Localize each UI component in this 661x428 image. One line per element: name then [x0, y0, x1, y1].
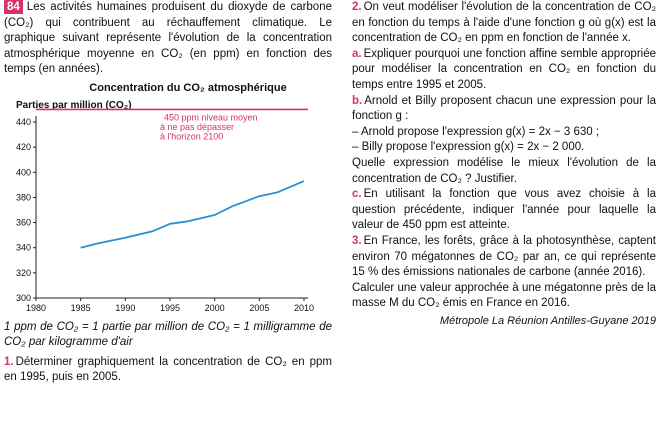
question-2b-text: Arnold et Billy proposent chacun une expression pour la fonction g : — [352, 94, 656, 123]
unit-note: 1 ppm de CO₂ = 1 partie par million de CO₂ = 1 milligramme de CO₂ par kilogramme d'air — [4, 320, 332, 349]
arnold-expression: – Arnold propose l'expression g(x) = 2x − 3 630 ; — [352, 125, 600, 138]
right-column — [352, 0, 656, 329]
co2-series-line — [81, 181, 304, 248]
x-tick-label: 2010 — [293, 302, 315, 313]
x-tick-label: 2000 — [204, 302, 225, 313]
reference-label-line: à l'horizon 2100 — [160, 130, 224, 141]
question-1-text: Déterminer graphiquement la concentration de CO₂ en ppm en 1995, puis en 2005. — [4, 355, 332, 384]
question-2c — [352, 187, 656, 234]
question-2-number: 2. — [352, 1, 362, 13]
question-2a-label: a. — [352, 47, 362, 60]
question-1-number: 1. — [4, 355, 14, 368]
question-1 — [4, 355, 332, 386]
left-column — [4, 0, 332, 386]
intro-text: Les activités humaines produisent du dioxyde de carbone (CO₂) qui contribuent au réchauffement climatique. Le graphique suivant représente l'évolution de la concentration atmosphérique moyenne en CO₂ (en ppm) en fonction des temps (en années). — [4, 1, 332, 76]
intro-paragraph — [4, 0, 332, 78]
question-2c-text: En utilisant la fonction que vous avez choisie à la question précédente, indiquer l'année pour laquelle la valeur de 450 ppm est atteinte. — [352, 188, 656, 232]
question-2-text: On veut modéliser l'évolution de la concentration de CO₂ en fonction du temps à l'aide d'une fonction g où g(x) est la concentration de CO₂ en ppm en fonction de l'année x. — [352, 1, 656, 45]
question-3-number: 3. — [352, 234, 362, 247]
question-2b-end: Quelle expression modélise le mieux l'évolution de la concentration de CO₂ ? Justifier. — [352, 156, 656, 185]
y-axis-label: Parties par million (CO₂) — [16, 99, 132, 111]
reference-label-line: 450 ppm niveau moyen — [164, 111, 258, 122]
y-tick-label: 300 — [15, 292, 31, 303]
y-tick-label: 400 — [15, 166, 31, 177]
x-tick-label: 1995 — [159, 302, 181, 313]
question-2b-label: b. — [352, 94, 363, 107]
y-tick-label: 440 — [15, 116, 31, 127]
x-tick-label: 2005 — [249, 302, 270, 313]
question-2a-text: Expliquer pourquoi une fonction affine semble appropriée pour modéliser la concentration en CO₂ en fonction du temps entre 1995 et 2005. — [352, 47, 656, 91]
exercise-number: 84 — [4, 0, 23, 14]
source-citation: Métropole La Réunion Antilles-Guyane 2019 — [439, 314, 656, 327]
question-3-text: En France, les forêts, grâce à la photosynthèse, captent environ 70 mégatonnes de CO₂ par an, ce qui représente 15 % des émissions nationales de carbone (année 2016). — [352, 234, 656, 279]
x-tick-label: 1985 — [70, 302, 91, 313]
x-tick-label: 1990 — [115, 302, 136, 313]
y-tick-label: 320 — [15, 267, 31, 278]
question-3 — [352, 234, 656, 281]
chart-svg — [4, 98, 332, 316]
question-2b — [352, 94, 656, 125]
billy-expression: – Billy propose l'expression g(x) = 2x − 2 000. — [352, 141, 585, 154]
question-2a — [352, 47, 656, 94]
question-2 — [352, 0, 656, 47]
chart-title: Concentration du CO₂ atmosphérique — [89, 81, 287, 94]
reference-label — [160, 112, 258, 141]
y-tick-label: 380 — [15, 191, 31, 202]
y-tick-label: 420 — [15, 141, 31, 152]
question-3-end: Calculer une valeur approchée à une mégatonne près de la masse M du CO₂ émis en France en 2016. — [352, 281, 656, 310]
co2-chart — [4, 98, 332, 316]
reference-label-line: à ne pas dépasser — [160, 121, 235, 132]
x-tick-label: 1980 — [25, 302, 47, 313]
question-2c-label: c. — [352, 188, 362, 201]
y-tick-label: 340 — [15, 242, 31, 253]
y-tick-label: 360 — [15, 217, 31, 228]
